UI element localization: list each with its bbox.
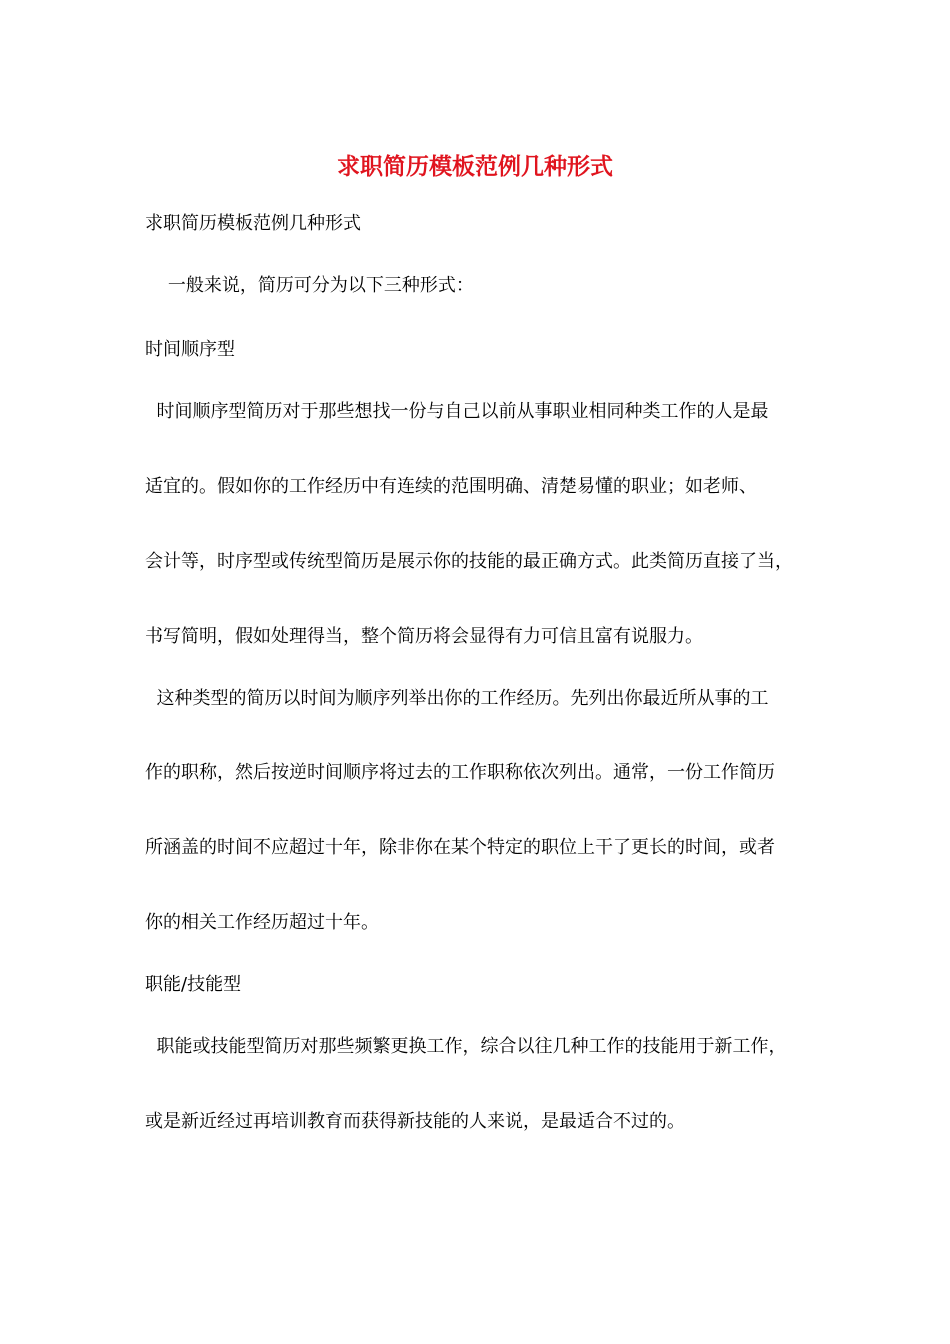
paragraph-line: 职能或技能型简历对那些频繁更换工作，综合以往几种工作的技能用于新工作， [145, 1036, 787, 1057]
paragraph-line: 书写简明，假如处理得当，整个简历将会显得有力可信且富有说服力。 [145, 626, 703, 647]
section-heading-chronological: 时间顺序型 [145, 339, 235, 360]
paragraph-line: 所涵盖的时间不应超过十年，除非你在某个特定的职位上干了更长的时间，或者 [145, 837, 775, 858]
paragraph-line: 时间顺序型简历对于那些想找一份与自己以前从事职业相同种类工作的人是最 [145, 401, 769, 422]
paragraph-line: 作的职称，然后按逆时间顺序将过去的工作职称依次列出。通常，一份工作简历 [145, 762, 775, 783]
section-heading-functional: 职能/技能型 [145, 974, 242, 995]
paragraph-line: 或是新近经过再培训教育而获得新技能的人来说，是最适合不过的。 [145, 1111, 685, 1132]
paragraph-line: 你的相关工作经历超过十年。 [145, 912, 379, 933]
paragraph-line: 会计等，时序型或传统型简历是展示你的技能的最正确方式。此类简历直接了当， [145, 551, 793, 572]
paragraph-line: 这种类型的简历以时间为顺序列举出你的工作经历。先列出你最近所从事的工 [145, 688, 769, 709]
intro-line: 一般来说，简历可分为以下三种形式： [145, 275, 474, 296]
subtitle-line: 求职简历模板范例几种形式 [145, 213, 361, 234]
paragraph-line: 适宜的。假如你的工作经历中有连续的范围明确、清楚易懂的职业；如老师、 [145, 476, 757, 497]
document-title: 求职简历模板范例几种形式 [337, 153, 613, 180]
